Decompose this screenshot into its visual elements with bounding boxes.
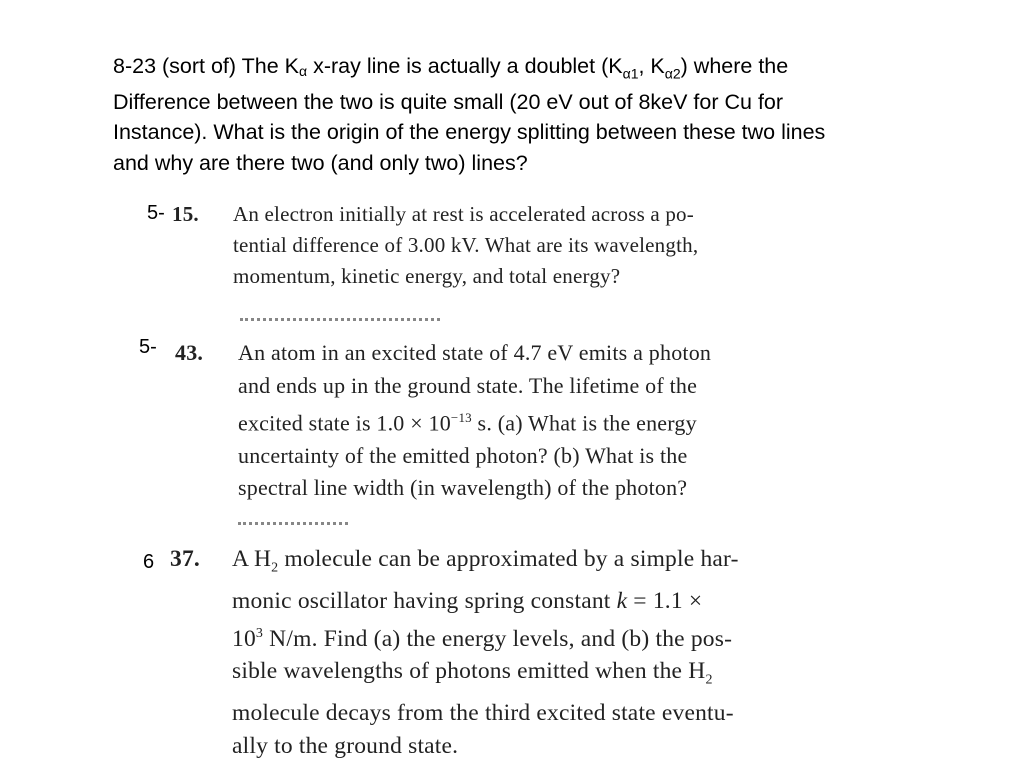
hw-label-2: 5- xyxy=(139,336,157,358)
intro-line-3: Instance). What is the origin of the energy splitting between these two lines xyxy=(113,120,826,144)
hw-label-3: 6 xyxy=(143,551,155,573)
problem-number: 43. xyxy=(175,340,204,365)
variable-k: k xyxy=(616,588,628,615)
exponent: 3 xyxy=(255,625,264,641)
subscript: 2 xyxy=(705,672,713,688)
cropped-text-fragment xyxy=(240,318,440,327)
alpha1-subscript: α1 xyxy=(622,65,639,82)
intro-line-4: and why are there two (and only two) lines? xyxy=(113,150,528,175)
problem-number: 15. xyxy=(172,202,199,226)
intro-paragraph xyxy=(113,51,993,178)
problem-text: A $H_2$ molecule can be approximated by a simple har- monic oscillator having spring constant k = 1.1 × $10^3$ N/m. Find (a) the energy levels, and (b) the pos- sible wavelengths of photons emitted when the $H_2$ molecule decays from the third excited state eventu- ally to the ground state. xyxy=(232,546,739,759)
alpha-subscript: α xyxy=(299,63,308,79)
problem-text: An electron initially at rest is accelerated across a po- tential difference of 3.00 kV. What are its wavelength, momentum, kinetic energy, and total energy? xyxy=(233,202,699,288)
intro-line-2: Difference between the two is quite small (20 eV out of 8keV for Cu for xyxy=(113,89,784,114)
problem-number: 37. xyxy=(170,546,200,572)
cropped-text-fragment xyxy=(238,522,348,531)
alpha2-subscript: α2 xyxy=(664,65,681,82)
hw-label-1: 5- xyxy=(147,202,165,224)
subscript: 2 xyxy=(271,560,279,576)
problem-text: An atom in an excited state of 4.7 eV emits a photon and ends up in the ground state. The lifetime of the excited state is $1.0 \times 10^{-13}$ s. (a) What is the energy uncertainty of the emitted photon? (b) What is the spectral line width (in wavelength) of the photon? xyxy=(238,340,712,501)
intro-line-1: 8-23 (sort of) The Kα x-ray line is actually a doublet ($K_{\alpha 1}$, $K_{\alpha 2}$) where the xyxy=(113,54,789,82)
exponent: −13 xyxy=(450,410,472,425)
